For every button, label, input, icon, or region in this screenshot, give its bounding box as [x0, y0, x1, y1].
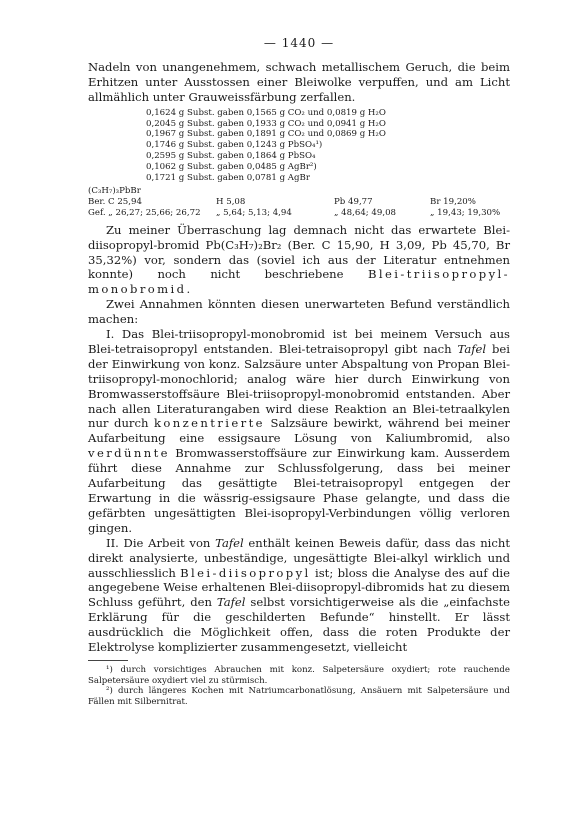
paragraph-hypothesis-one: [88, 327, 510, 536]
analysis-line: 0,2595 g Subst. gaben 0,1864 g PbSO₄: [146, 150, 316, 161]
intro-paragraph: Nadeln von unangenehmem, schwach metallischem Geruch, die beim Erhitzen unter Ausstossen einer Bleiwolke verpuffen, und am Licht allmählich unter Grauweissfärbung zerfallen.: [88, 60, 510, 104]
author-name: Tafel: [457, 341, 487, 356]
paragraph-surprise: [88, 223, 510, 298]
calc-cell: Br 19,20%: [430, 197, 476, 208]
found-row: [88, 208, 510, 219]
footnote-2: ²) durch längeres Kochen mit Natriumcarbonatlösung, Ansäuern mit Salpetersäure und Fällen mit Silbernitrat.: [88, 686, 510, 707]
text-run: enthält keinen Beweis dafür, dass das nicht direkt analysierte, unbeständige, ungesättigte Blei-alkyl wirklich und ausschliesslich: [88, 535, 510, 580]
text-run: Bromwasserstoffsäure zur Einwirkung kam. Ausserdem führt diese Annahme zur Schlussfolgerung, dass bei meiner Aufarbeitung das gesättigte Blei-tetraisopropyl entgegen der Erwartung in die wässrig-essigsaure Phase gelangte, und dass die gefärbten ungesättigten Blei-isopropyl-Verbindungen völlig verloren gingen.: [88, 446, 510, 535]
text-run: .: [186, 282, 191, 297]
calc-cell: Gef. „ 26,27; 25,66; 26,72: [88, 207, 201, 218]
compound-formula: (C₃H₇)₃PbBr: [88, 186, 141, 197]
paragraph-hypotheses: Zwei Annahmen könnten diesen unerwarteten Befund verständlich machen:: [88, 297, 510, 327]
calc-cell: H 5,08: [216, 197, 246, 208]
author-name: Tafel: [216, 595, 246, 610]
page-number: — 1440 —: [263, 36, 335, 50]
calculated-row: [88, 197, 510, 208]
author-name: Tafel: [215, 535, 244, 550]
footnotes: [88, 665, 510, 707]
analysis-block: [146, 108, 510, 184]
paragraph-hypothesis-two: [88, 536, 510, 655]
emphasis-spaced: Blei-diisopropyl: [180, 565, 311, 580]
calc-cell: Ber. C 25,94: [88, 197, 142, 208]
calc-cell: „ 48,64; 49,08: [334, 207, 397, 218]
footnote-divider: [88, 660, 128, 661]
emphasis-spaced: verdünnte: [88, 446, 170, 461]
analysis-line: 0,2045 g Subst. gaben 0,1933 g CO₂ und 0,0941 g H₂O: [146, 118, 386, 129]
analysis-line: 0,1746 g Subst. gaben 0,1243 g PbSO₄¹): [146, 140, 323, 151]
text-run: Salzsäure bewirkt, während bei meiner Aufarbeitung eine essigsaure Lösung von Kaliumbromid, also: [88, 416, 510, 446]
page: [88, 36, 510, 707]
calc-cell: „ 5,64; 5,13; 4,94: [216, 207, 292, 218]
footnote-1: ¹) durch vorsichtiges Abrauchen mit konz. Salpetersäure oxydiert; rote rauchende Salpetersäure oxydiert viel zu stürmisch.: [88, 664, 510, 686]
calc-cell: Pb 49,77: [334, 197, 373, 208]
spaced-compound-name: Blei-triisopropyl-monobromid: [88, 267, 510, 297]
analysis-line: 0,1062 g Subst. gaben 0,0485 g AgBr²): [146, 161, 317, 172]
text-run: selbst vorsichtigerweise als die „einfachste Erklärung für die geschilderten Befunde“ hinstellt. Er lässt ausdrücklich die Möglichkeit offen, dass die roten Produkte der Elektrolyse komplizierter zusammengesetzt, vielleicht: [88, 595, 510, 655]
calc-cell: „ 19,43; 19,30%: [430, 207, 501, 218]
text-run: ist; bloss die Analyse des auf die angegebene Weise erhaltenen Blei-diisopropyl-dibromids hat zu diesem Schluss geführt, den: [88, 565, 510, 610]
text-run: bei der Einwirkung von konz. Salzsäure unter Abspaltung von Propan Blei-triisopropyl-monochlorid; analog wäre hier durch Einwirkung von Bromwasserstoffsäure Blei-triisopropyl-monobromid entstanden. Aber nach allen Literaturangaben wird diese Reaktion an Blei-tetraalkylen nur durch: [88, 341, 510, 431]
emphasis-spaced: konzentrierte: [153, 416, 265, 431]
analysis-line: 0,1967 g Subst. gaben 0,1891 g CO₂ und 0,0869 g H₂O: [146, 129, 386, 140]
analysis-line: 0,1624 g Subst. gaben 0,1565 g CO₂ und 0,0819 g H₂O: [146, 107, 386, 118]
text-run: I. Das Blei-triisopropyl-monobromid ist bei meinem Versuch aus Blei-tetraisopropyl entstanden. Blei-tetraisopropyl gibt nach: [88, 327, 510, 356]
text-run: Zu meiner Überraschung lag demnach nicht das erwartete Blei-diisopropyl-bromid Pb(C₃H₇)₂Br₂ (Ber. C 15,90, H 3,09, Pb 45,70, Br 35,32%) vor, sondern das (soviel ich aus der Literatur entnehmen konnte) noch nicht beschriebene: [88, 222, 510, 282]
analysis-line: 0,1721 g Subst. gaben 0,0781 g AgBr: [146, 172, 310, 183]
text-run: II. Die Arbeit von: [106, 535, 216, 550]
calculated-found-table: [88, 197, 510, 219]
